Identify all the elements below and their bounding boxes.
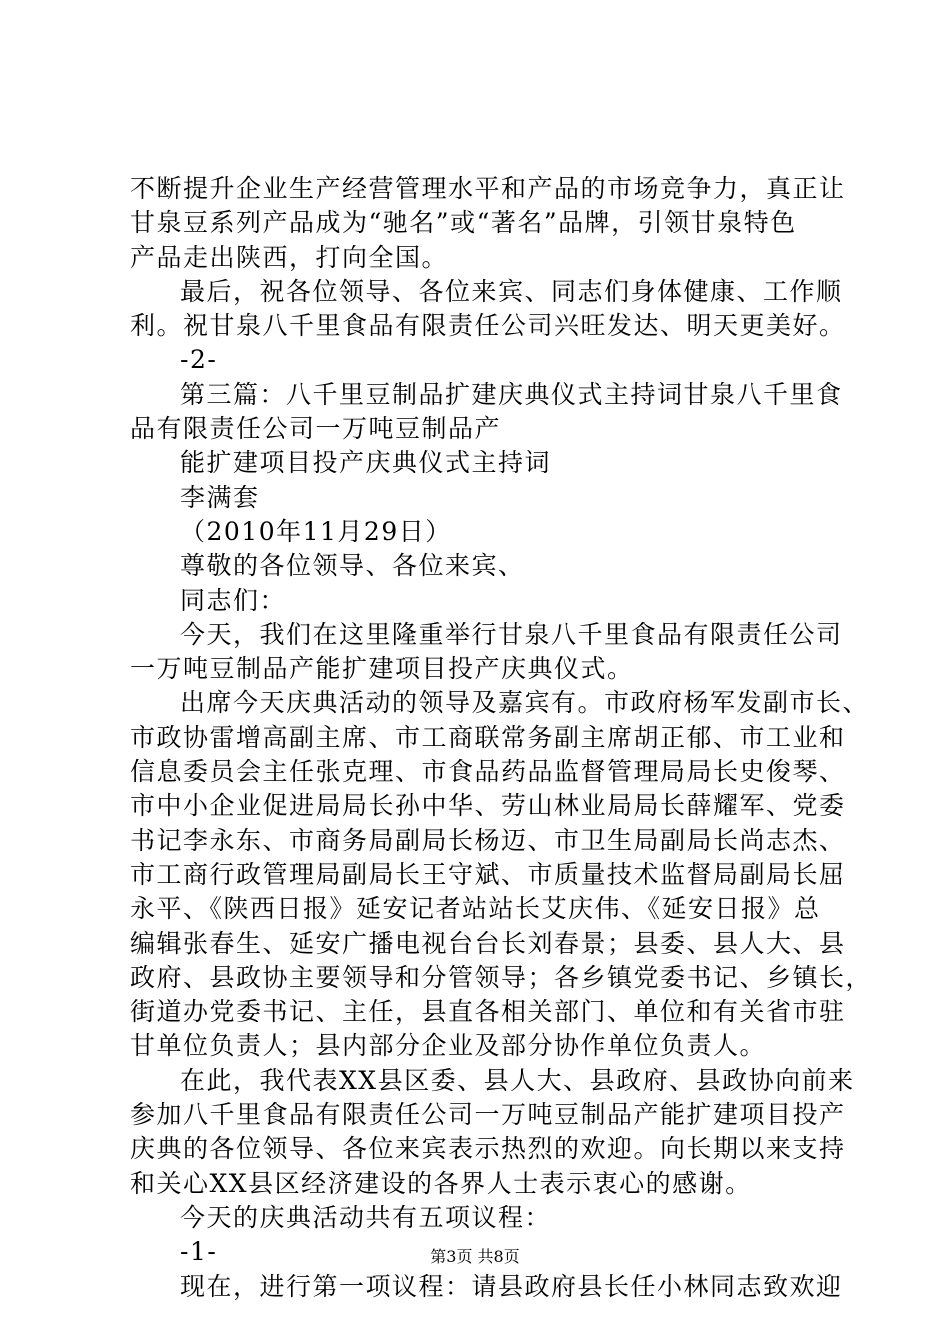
page-footer: 第3页 共8页 bbox=[430, 1247, 520, 1266]
text-line: 今天的庆典活动共有五项议程： bbox=[180, 1202, 552, 1232]
text-line: 永平、《陕西日报》延安记者站站长艾庆伟、《延安日报》总 bbox=[130, 894, 821, 924]
text-line: 品有限责任公司一万吨豆制品产 bbox=[130, 414, 502, 444]
text-line: 一万吨豆制品产能扩建项目投产庆典仪式。 bbox=[130, 654, 634, 684]
text-line: 街道办党委书记、主任，县直各相关部门、单位和有关省市驻 bbox=[130, 997, 846, 1027]
text-line: 市工商行政管理局副局长王守斌、市质量技术监督局副局长屈 bbox=[130, 859, 846, 889]
text-line: 尊敬的各位领导、各位来宾、 bbox=[180, 551, 525, 581]
text-line: 能扩建项目投产庆典仪式主持词 bbox=[180, 448, 552, 478]
text-line: 书记李永东、市商务局副局长杨迈、市卫生局副局长尚志杰、 bbox=[130, 825, 846, 855]
text-line: 第三篇：八千里豆制品扩建庆典仪式主持词甘泉八千里食 bbox=[180, 379, 843, 409]
text-line: 庆典的各位领导、各位来宾表示热烈的欢迎。向长期以来支持 bbox=[130, 1134, 846, 1164]
text-line: 同志们： bbox=[180, 585, 287, 615]
text-line: 出席今天庆典活动的领导及嘉宾有。市政府杨军发副市长、 bbox=[180, 688, 870, 718]
text-line: 政府、县政协主要领导和分管领导；各乡镇党委书记、乡镇长， bbox=[130, 962, 873, 992]
text-line: 李满套 bbox=[180, 482, 260, 512]
text-line: 市中小企业促进局局长孙中华、劳山林业局局长薛耀军、党委 bbox=[130, 791, 846, 821]
text-line: 现在，进行第一项议程：请县政府县长任小林同志致欢迎 bbox=[180, 1271, 843, 1301]
text-line: 信息委员会主任张克理、市食品药品监督管理局局长史俊琴、 bbox=[130, 757, 846, 787]
text-line: 在此，我代表XX县区委、县人大、县政府、县政协向前来 bbox=[180, 1065, 855, 1095]
text-line: 甘单位负责人；县内部分企业及部分协作单位负责人。 bbox=[130, 1031, 767, 1061]
text-line: -1- bbox=[180, 1237, 218, 1267]
text-line: -2- bbox=[180, 345, 218, 375]
text-line: 产品走出陕西，打向全国。 bbox=[130, 242, 449, 272]
text-line: 今天，我们在这里隆重举行甘泉八千里食品有限责任公司 bbox=[180, 619, 843, 649]
text-line: 甘泉豆系列产品成为“驰名”或“著名”品牌，引领甘泉特色 bbox=[130, 208, 797, 238]
text-line: 利。祝甘泉八千里食品有限责任公司兴旺发达、明天更美好。 bbox=[130, 311, 846, 341]
text-line: 参加八千里食品有限责任公司一万吨豆制品产能扩建项目投产 bbox=[130, 1100, 846, 1130]
text-line: 最后，祝各位领导、各位来宾、同志们身体健康、工作顺 bbox=[180, 276, 843, 306]
body-text bbox=[130, 172, 873, 1304]
text-line: 和关心XX县区经济建设的各界人士表示衷心的感谢。 bbox=[130, 1168, 752, 1198]
text-line: 编辑张春生、延安广播电视台台长刘春景；县委、县人大、县 bbox=[130, 928, 846, 958]
text-line: 市政协雷增高副主席、市工商联常务副主席胡正郁、市工业和 bbox=[130, 722, 846, 752]
text-line: 不断提升企业生产经营管理水平和产品的市场竞争力，真正让 bbox=[130, 174, 846, 203]
text-line: （2010年11月29日） bbox=[180, 516, 452, 546]
